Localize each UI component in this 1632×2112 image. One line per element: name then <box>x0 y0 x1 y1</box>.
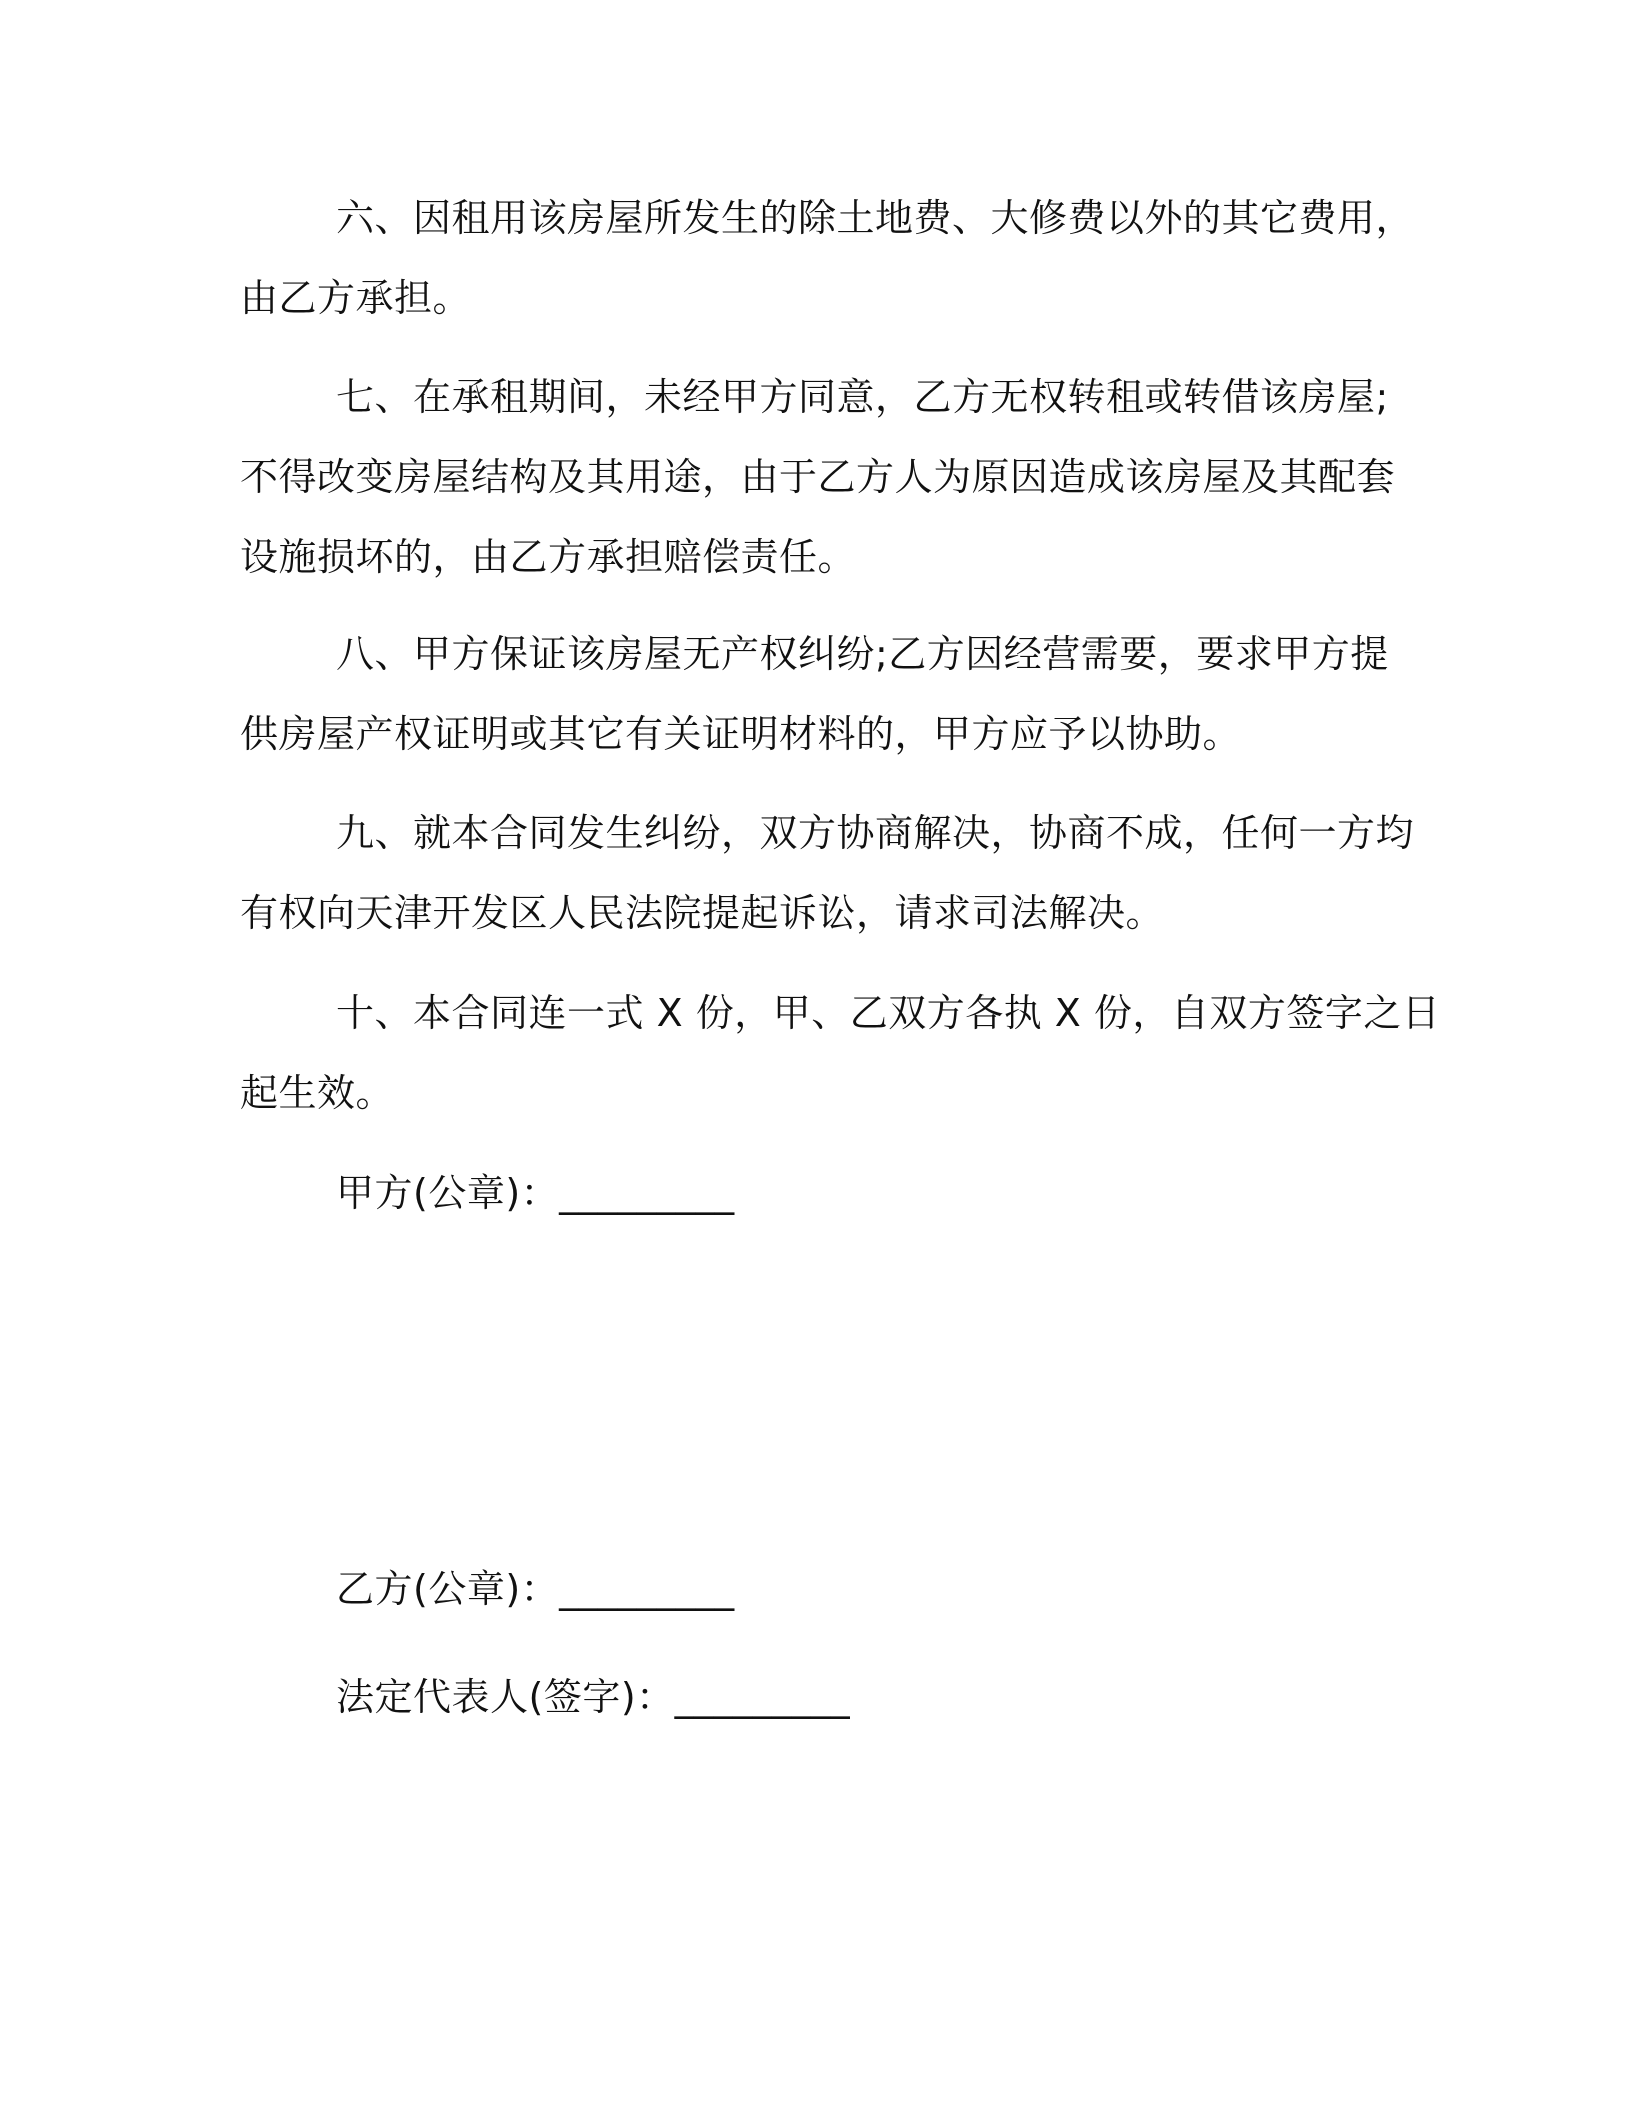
clause-ten-line-1: 十、本合同连一式 X 份，甲、乙双方各执 X 份，自双方签字之日 <box>336 991 1441 1035</box>
clause-seven-line-1: 七、在承租期间，未经甲方同意，乙方无权转租或转借该房屋; <box>336 375 1389 419</box>
clause-ten-line-2: 起生效。 <box>240 1071 395 1115</box>
clause-six-line-2: 由乙方承担。 <box>240 276 472 320</box>
clause-seven-line-3: 设施损坏的，由乙方承担赔偿责任。 <box>240 535 857 579</box>
clause-seven <box>240 357 1396 597</box>
signature-legal-representative: 法定代表人(签字)：_________ <box>336 1675 851 1719</box>
clause-eight-line-2: 供房屋产权证明或其它有关证明材料的，甲方应予以协助。 <box>240 712 1242 756</box>
clause-six <box>240 178 1415 338</box>
clause-six-line-1: 六、因租用该房屋所发生的除土地费、大修费以外的其它费用， <box>336 196 1415 240</box>
signature-party-a: 甲方(公章)：_________ <box>336 1171 735 1215</box>
clause-seven-line-2: 不得改变房屋结构及其用途，由于乙方人为原因造成该房屋及其配套 <box>240 455 1396 499</box>
clause-nine <box>240 793 1415 953</box>
signature-party-b: 乙方(公章)：_________ <box>336 1567 735 1611</box>
clause-eight <box>240 614 1389 774</box>
clause-nine-line-1: 九、就本合同发生纠纷，双方协商解决，协商不成，任何一方均 <box>336 811 1415 855</box>
clause-eight-line-1: 八、甲方保证该房屋无产权纠纷;乙方因经营需要，要求甲方提 <box>336 632 1389 676</box>
clause-ten <box>240 973 1441 1133</box>
clause-nine-line-2: 有权向天津开发区人民法院提起诉讼，请求司法解决。 <box>240 891 1165 935</box>
